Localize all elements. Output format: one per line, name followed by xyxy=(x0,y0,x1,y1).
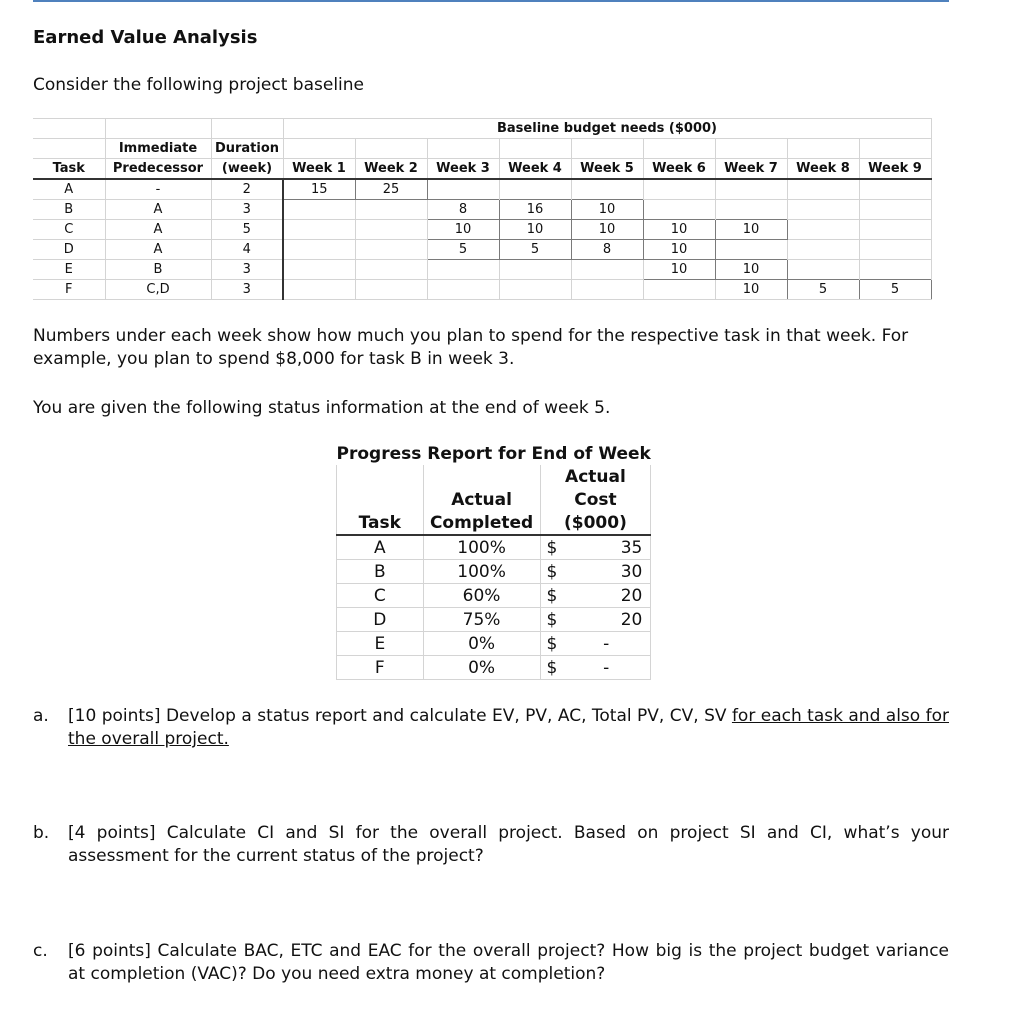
week-header: Week 2 xyxy=(355,159,427,180)
table-row xyxy=(337,560,651,584)
budget-cell: 5 xyxy=(499,240,571,260)
percent-cell: 75% xyxy=(423,608,540,632)
table-row xyxy=(33,200,931,220)
predecessor-cell: C,D xyxy=(105,280,211,300)
predecessor-cell: A xyxy=(105,200,211,220)
table-row xyxy=(337,584,651,608)
duration-cell: 2 xyxy=(211,179,283,200)
duration-cell: 4 xyxy=(211,240,283,260)
progress-title: Progress Report for End of Week xyxy=(336,443,651,464)
baseline-header-row-3 xyxy=(33,159,931,180)
predecessor-header: Predecessor xyxy=(105,159,211,180)
top-rule xyxy=(33,0,949,2)
week-unit-header: (week) xyxy=(211,159,283,180)
week-header: Week 9 xyxy=(859,159,931,180)
percent-cell: 0% xyxy=(423,656,540,680)
budget-cell: 10 xyxy=(643,260,715,280)
duration-cell: 5 xyxy=(211,220,283,240)
question-label: a. xyxy=(33,706,49,726)
completed-header: Completed xyxy=(423,511,540,535)
duration-cell: 3 xyxy=(211,200,283,220)
question-text-main: [10 points] Develop a status report and calculate EV, PV, AC, Total PV, CV, SV xyxy=(68,706,732,726)
percent-cell: 60% xyxy=(423,584,540,608)
currency-cell: $ xyxy=(540,632,562,656)
currency-cell: $ xyxy=(540,608,562,632)
budget-cell: 5 xyxy=(859,280,931,300)
cost-cell: 35 xyxy=(562,535,651,560)
budget-cell: 5 xyxy=(787,280,859,300)
table-row xyxy=(337,535,651,560)
cost-cell: 20 xyxy=(562,584,651,608)
predecessor-cell: A xyxy=(105,220,211,240)
actual-completed-header: Actual xyxy=(423,488,540,511)
page-title: Earned Value Analysis xyxy=(33,27,258,48)
question-text-underlined: for each task and also for the overall project. xyxy=(68,706,949,749)
week-header: Week 4 xyxy=(499,159,571,180)
task-cell: E xyxy=(33,260,105,280)
explanation-paragraph: Numbers under each week show how much you plan to spend for the respective task in that week. For example, you plan to spend $8,000 for task B in week 3. xyxy=(33,326,909,369)
percent-cell: 100% xyxy=(423,535,540,560)
question-text: [6 points] Calculate BAC, ETC and EAC for the overall project? How big is the project budget variance at completion (VAC)? Do you need extra money at completion? xyxy=(68,941,949,984)
currency-cell: $ xyxy=(540,535,562,560)
table-row xyxy=(33,260,931,280)
table-row xyxy=(33,240,931,260)
duration-cell: 3 xyxy=(211,280,283,300)
predecessor-cell: B xyxy=(105,260,211,280)
cost-cell: - xyxy=(562,656,651,680)
question-a xyxy=(33,705,949,755)
task-cell: F xyxy=(33,280,105,300)
budget-cell: 10 xyxy=(715,280,787,300)
unit-header: ($000) xyxy=(540,511,651,535)
cost-cell: - xyxy=(562,632,651,656)
cost-cell: 30 xyxy=(562,560,651,584)
task-header: Task xyxy=(33,159,105,180)
table-row xyxy=(33,280,931,300)
budget-cell: 10 xyxy=(499,220,571,240)
table-row xyxy=(337,656,651,680)
task-cell: C xyxy=(33,220,105,240)
table-row xyxy=(33,220,931,240)
budget-cell: 25 xyxy=(355,179,427,200)
budget-cell: 10 xyxy=(571,220,643,240)
budget-cell: 10 xyxy=(427,220,499,240)
budget-cell: 8 xyxy=(427,200,499,220)
task-cell: B xyxy=(337,560,424,584)
task-cell: D xyxy=(337,608,424,632)
budget-cell: 15 xyxy=(283,179,355,200)
predecessor-cell: A xyxy=(105,240,211,260)
question-label: b. xyxy=(33,823,50,843)
table-row xyxy=(33,179,931,200)
task-cell: B xyxy=(33,200,105,220)
week-header: Week 1 xyxy=(283,159,355,180)
currency-cell: $ xyxy=(540,584,562,608)
baseline-header-row-2 xyxy=(33,139,931,159)
budget-cell: 10 xyxy=(643,240,715,260)
percent-cell: 100% xyxy=(423,560,540,584)
actual-header: Actual xyxy=(540,465,651,488)
budget-cell: 8 xyxy=(571,240,643,260)
question-text: [4 points] Calculate CI and SI for the overall project. Based on project SI and CI, what’s your assessment for the current status of the project? xyxy=(68,823,949,866)
budget-cell: 10 xyxy=(715,260,787,280)
task-cell: C xyxy=(337,584,424,608)
baseline-header-row-1 xyxy=(33,119,931,139)
duration-header: Duration xyxy=(211,139,283,159)
task-cell: D xyxy=(33,240,105,260)
task-cell: A xyxy=(337,535,424,560)
predecessor-cell: - xyxy=(105,179,211,200)
table-row xyxy=(337,608,651,632)
cost-header: Cost xyxy=(540,488,651,511)
currency-cell: $ xyxy=(540,560,562,584)
status-intro-paragraph: You are given the following status information at the end of week 5. xyxy=(33,398,611,418)
budget-header: Baseline budget needs ($000) xyxy=(283,119,931,139)
task-cell: F xyxy=(337,656,424,680)
week-header: Week 6 xyxy=(643,159,715,180)
progress-report-table xyxy=(336,442,651,680)
budget-cell: 16 xyxy=(499,200,571,220)
currency-cell: $ xyxy=(540,656,562,680)
question-b xyxy=(33,822,949,872)
task-cell: A xyxy=(33,179,105,200)
intro-text: Consider the following project baseline xyxy=(33,75,365,95)
budget-cell: 10 xyxy=(643,220,715,240)
budget-cell: 10 xyxy=(571,200,643,220)
week-header: Week 8 xyxy=(787,159,859,180)
task-header: Task xyxy=(337,511,424,535)
task-cell: E xyxy=(337,632,424,656)
baseline-table xyxy=(33,118,932,300)
duration-cell: 3 xyxy=(211,260,283,280)
week-header: Week 5 xyxy=(571,159,643,180)
budget-cell: 5 xyxy=(427,240,499,260)
cost-cell: 20 xyxy=(562,608,651,632)
question-text xyxy=(68,705,949,751)
week-header: Week 7 xyxy=(715,159,787,180)
question-c xyxy=(33,940,949,990)
week-header: Week 3 xyxy=(427,159,499,180)
immediate-header: Immediate xyxy=(105,139,211,159)
percent-cell: 0% xyxy=(423,632,540,656)
budget-cell: 10 xyxy=(715,220,787,240)
table-row xyxy=(337,632,651,656)
question-label: c. xyxy=(33,941,48,961)
